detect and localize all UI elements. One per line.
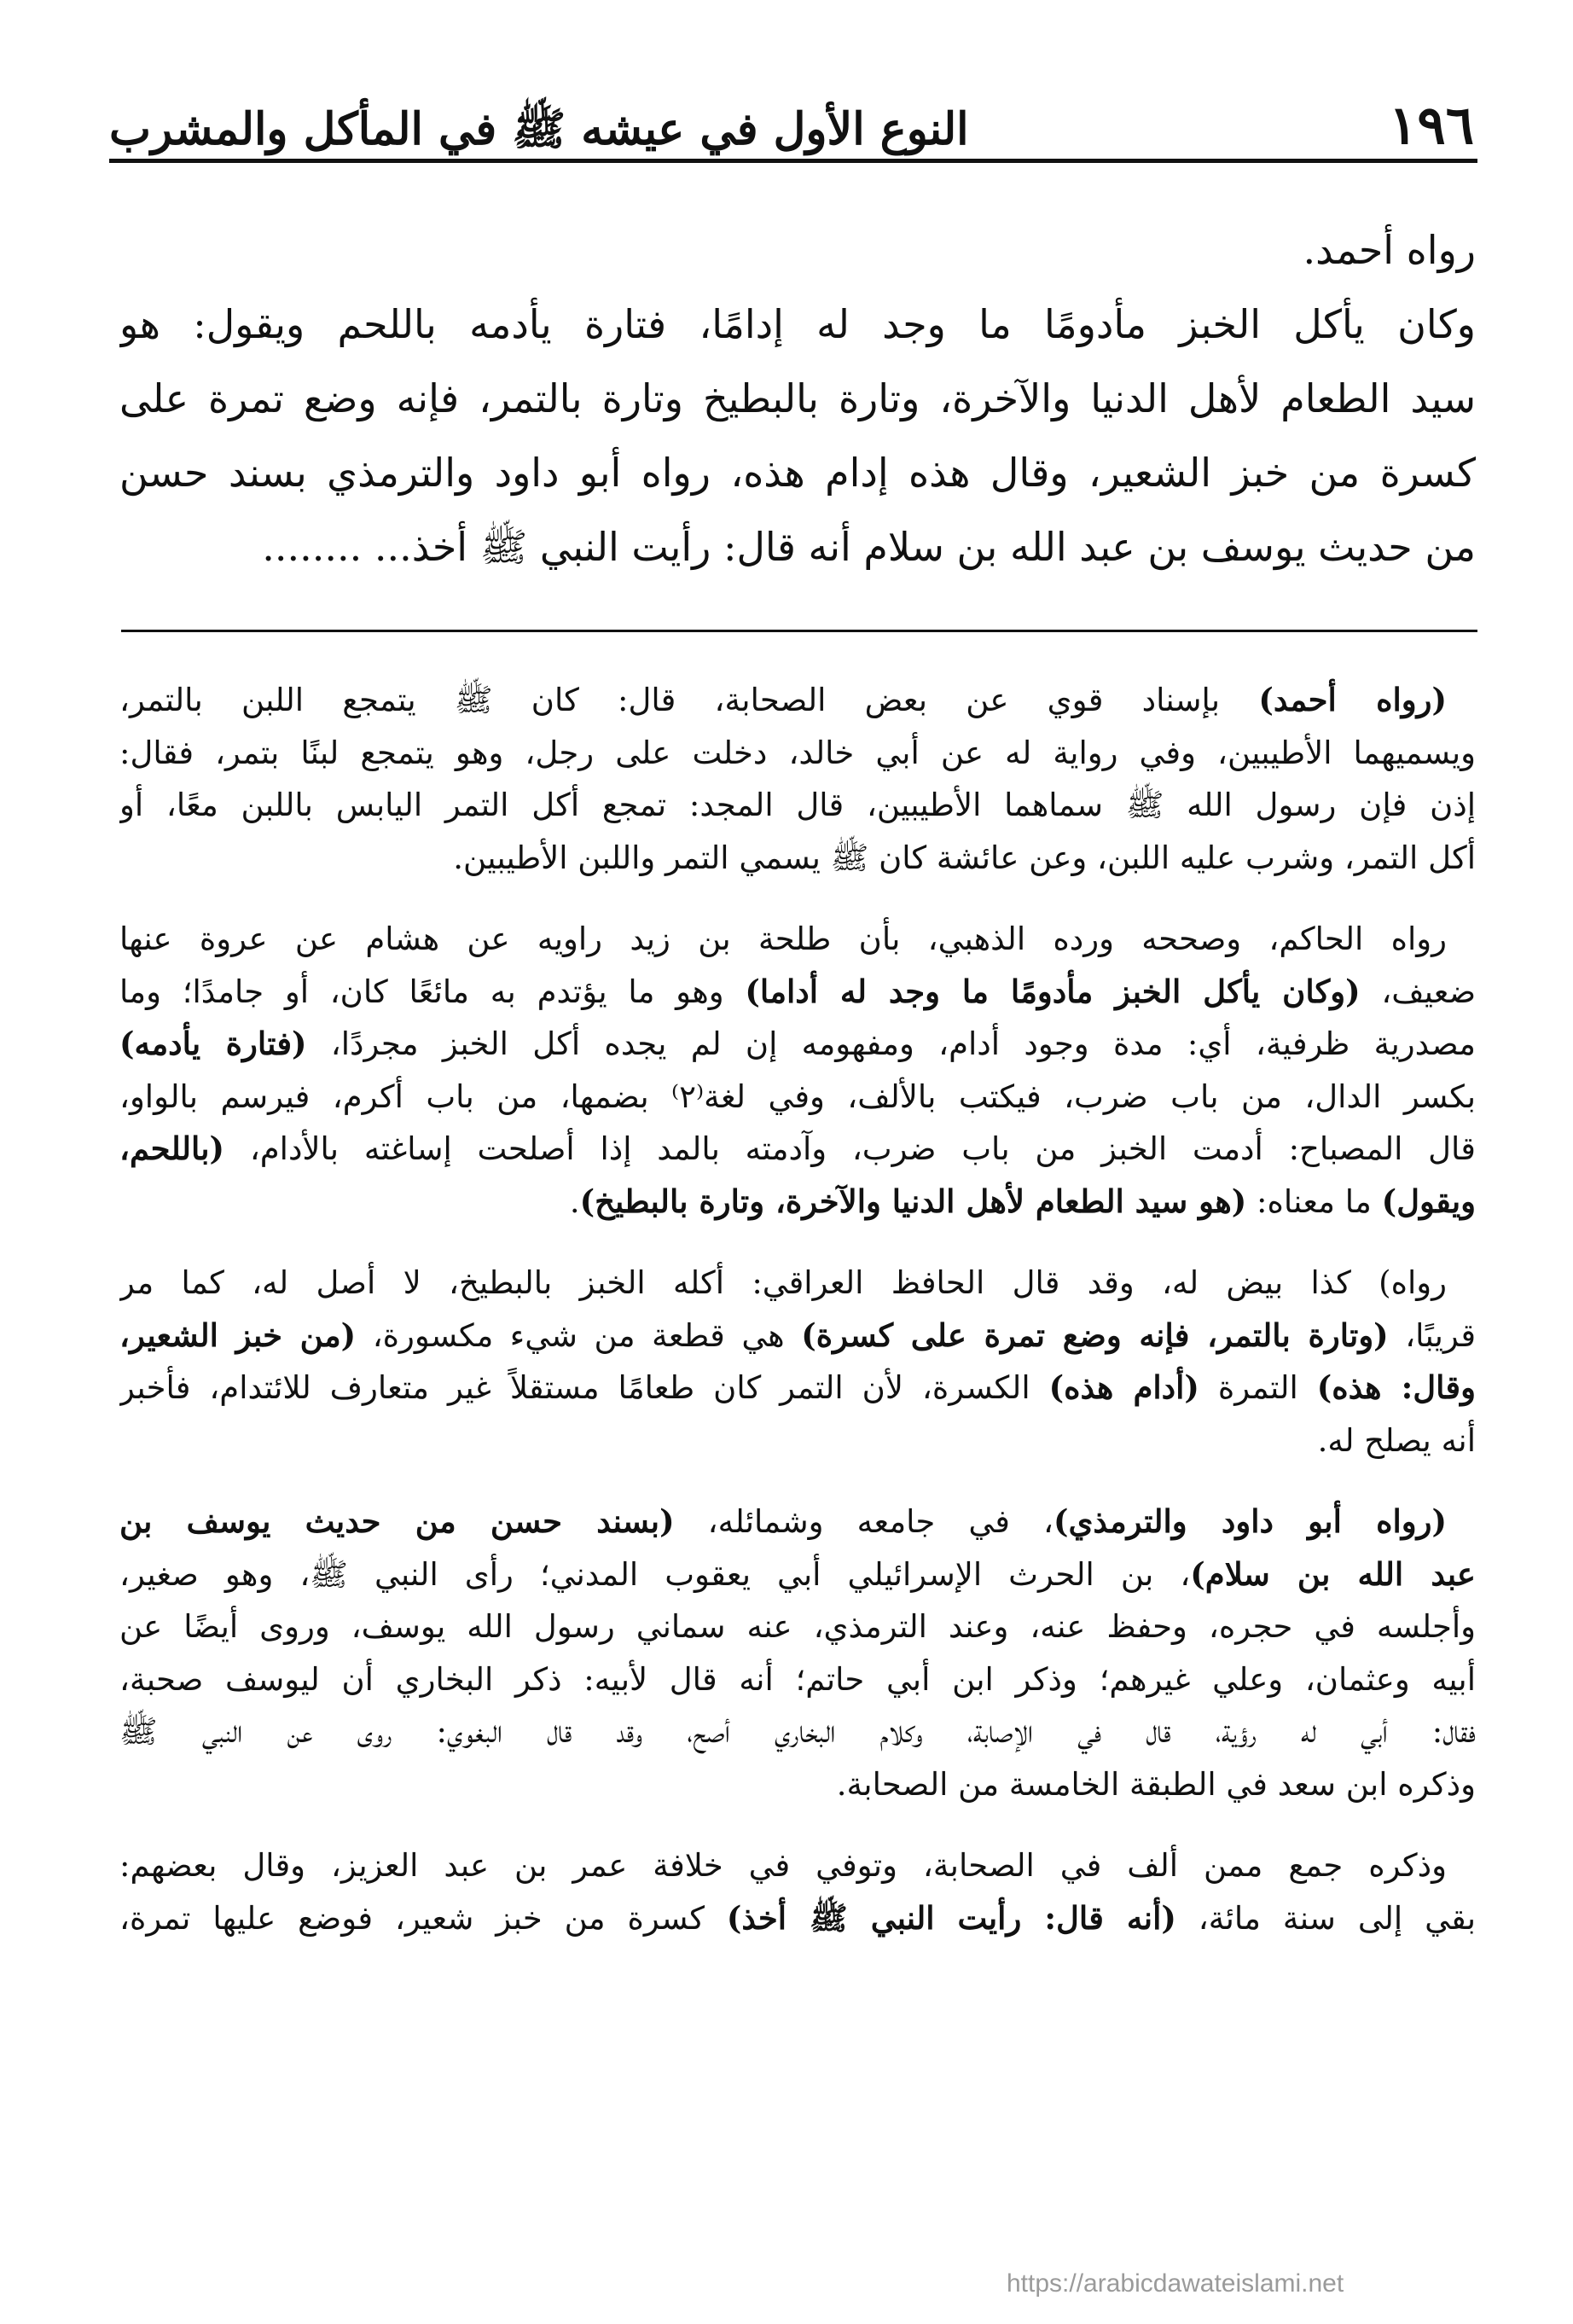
commentary-line: وأجلسه في حجره، وحفظ عنه، وعند الترمذي، عنه سماني رسول الله يوسف، وروى أيضًا عن [119,1608,1476,1645]
commentary [119,674,1476,1973]
commentary-line: وذكره ابن سعد في الطبقة الخامسة من الصحابة. [836,1765,1476,1803]
quoted-phrase: (فتارة يأدمه) [119,1025,307,1062]
quoted-phrase: (باللحم، [119,1130,225,1167]
quoted-phrase: (رواه أبو داود والترمذي) [1053,1502,1447,1540]
main-text-line: رواه أحمد. [1303,227,1476,273]
quoted-phrase: (رواه أحمد) [1258,681,1447,718]
commentary-line [119,1548,1476,1601]
commentary-line [119,1892,1476,1945]
commentary-text: . [569,1182,580,1220]
commentary-text: ضعيف، [1360,973,1476,1010]
commentary-paragraph [119,1839,1476,1944]
chapter-title: النوع الأول في عيشه ﷺ في المأكل والمشرب [109,103,969,155]
main-text [119,213,1476,584]
main-text-line: من حديث يوسف بن عبد الله بن سلام أنه قال: رأيت النبي ﷺ أخذ... ........ [262,524,1476,570]
quoted-phrase: (وتارة بالتمر، فإنه وضع تمرة على كسرة) [801,1316,1389,1354]
separator-rule [121,630,1477,632]
commentary-text: الكسرة، لأن التمر كان طعامًا مستقلاً غير متعارف للائتدام، فأخبر [119,1369,1049,1406]
commentary-line: رواه الحاكم، وصححه ورده الذهبي، بأن طلحة بن زيد راويه عن هشام عن عروة عنها [119,921,1447,957]
header-rule [109,159,1477,163]
commentary-line [119,674,1476,727]
main-text-line: كسرة من خبز الشعير، وقال هذه إدام هذه، رواه أبو داود والترمذي بسند حسن [119,450,1476,496]
commentary-line [119,1496,1476,1548]
commentary-text: وهو ما يؤتدم به مائعًا كان، أو جامدًا؛ وما [119,973,746,1010]
quoted-phrase: (من خبز الشعير، [119,1316,357,1354]
quoted-phrase: عبد الله بن سلام) [1190,1554,1476,1593]
commentary-line: فقال: أبي له رؤية، قال في الإصابة، وكلام البخاري أصح، وقد قال البغوي: روى عن النبي ﷺ [119,1713,1476,1750]
commentary-line [119,1123,1476,1176]
commentary-line: رواه) كذا بيض له، وقد قال الحافظ العراقي: أكله الخبز بالبطيخ، لا أصل له، كما مر [119,1264,1447,1301]
commentary-text: ، في جامعه وشمائله، [674,1503,1054,1540]
quoted-phrase: (وكان يأكل الخبز مأدومًا ما وجد له أداما) [745,972,1361,1010]
quoted-phrase: (هو سيد الطعام لأهل الدنيا والآخرة، وتارة بالبطيخ) [579,1182,1247,1220]
commentary-text: قريبًا، [1388,1316,1476,1354]
main-text-line: سيد الطعام لأهل الدنيا والآخرة، وتارة بالبطيخ وتارة بالتمر، فإنه وضع تمرة على [119,375,1476,421]
commentary-text: قال المصباح: أدمت الخبز من باب ضرب، وآدمته بالمد إذا أصلحت إساغته بالأدام، [224,1130,1476,1167]
commentary-line [119,966,1476,1019]
commentary-paragraph [119,913,1476,1228]
commentary-line [119,1018,1476,1071]
commentary-text: كسرة من خبز شعير، فوضع عليها تمرة، [119,1899,727,1937]
quoted-phrase: (أدام هذه) [1048,1368,1199,1406]
commentary-text: هي قطعة من شيء مكسورة، [356,1316,802,1354]
commentary-line: بكسر الدال، من باب ضرب، فيكتب بالألف، وفي لغة⁽٢⁾ بضمها، من باب أكرم، فيرسم بالواو، [119,1078,1476,1115]
commentary-line: ويسميهما الأطيبين، وفي رواية له عن أبي خالد، دخلت على رجل، وهو يتمجع لبنًا بتمر، فقال: [119,734,1476,771]
commentary-text: بقي إلى سنة مائة، [1175,1899,1476,1937]
quoted-phrase: ويقول) [1381,1182,1476,1220]
commentary-line: أكل التمر، وشرب عليه اللبن، وعن عائشة كان ﷺ يسمي التمر واللبن الأطيبين. [453,839,1476,876]
quoted-phrase: وقال: هذه) [1316,1368,1476,1406]
main-text-line: وكان يأكل الخبز مأدومًا ما وجد له إدامًا، فتارة يأدمه باللحم ويقول: هو [119,301,1476,347]
commentary-line [119,1176,1476,1229]
commentary-paragraph [119,1496,1476,1810]
commentary-text: بإسناد قوي عن بعض الصحابة، قال: كان ﷺ يتمجع اللبن بالتمر، [119,682,1259,718]
commentary-line: أبيه وعثمان، وعلي غيرهم؛ وذكر ابن أبي حاتم؛ أنه قال لأبيه: ذكر البخاري أن ليوسف صحبة، [119,1660,1476,1698]
commentary-paragraph [119,1257,1476,1467]
page-number: ١٩٦ [1389,94,1474,156]
running-header [109,78,1474,156]
commentary-line [119,1310,1476,1362]
watermark-url: https://arabicdawateislami.net [1007,2269,1344,2298]
quoted-phrase: (أنه قال: رأيت النبي ﷺ أخذ) [726,1898,1176,1937]
commentary-line: إذن فإن رسول الله ﷺ سماهما الأطيبين، قال المجد: تمجع أكل التمر اليابس باللبن معًا، أو [119,787,1476,823]
quoted-phrase: (بسند حسن من حديث يوسف بن [119,1502,675,1540]
commentary-line [119,1362,1476,1415]
commentary-text: مصدرية ظرفية، أي: مدة وجود أدام، ومفهومه إن لم يجده أكل الخبز مجردًا، [306,1025,1476,1062]
commentary-text: ، بن الحرث الإسرائيلي أبي يعقوب المدني؛ رأى النبي ﷺ، وهو صغير، [119,1555,1191,1593]
commentary-text: التمرة [1199,1369,1317,1406]
commentary-text: ما معناه: [1246,1182,1382,1220]
commentary-paragraph [119,674,1476,884]
commentary-line: وذكره جمع ممن ألف في الصحابة، وتوفي في خلافة عمر بن عبد العزيز، وقال بعضهم: [119,1847,1447,1884]
commentary-line: أنه يصلح له. [1317,1421,1476,1459]
